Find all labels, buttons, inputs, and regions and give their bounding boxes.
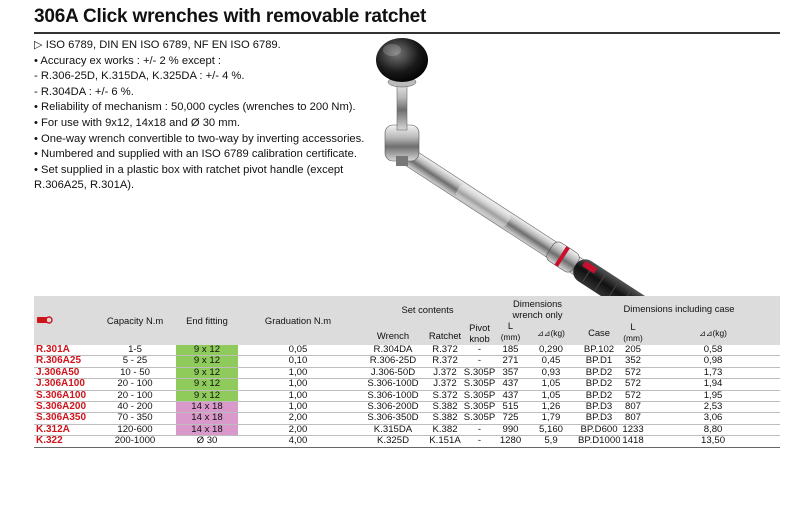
capacity-cell: 40 - 200 (94, 402, 176, 413)
graduation-cell: 2,00 (238, 424, 358, 435)
pivot-knob-cell: S.305P (463, 401, 496, 413)
length-label: L (507, 320, 514, 331)
case-length-cell: 352 (620, 356, 646, 367)
ref-cell: S.306A200 (34, 402, 94, 413)
pivot-knob-cell: - (462, 436, 497, 447)
case-cell: BP.D2 (578, 390, 620, 401)
case-length-cell: 1418 (620, 436, 646, 447)
case-weight-header (646, 320, 780, 345)
length-cell: 725 (497, 413, 524, 424)
graduation-cell: 1,00 (238, 402, 358, 413)
ref-column-header (34, 296, 94, 345)
ref-cell: R.306A25 (34, 356, 94, 367)
capacity-cell: 120-600 (94, 424, 176, 435)
torque-wrench-image (330, 30, 800, 320)
ratchet-cell: R.372 (428, 356, 462, 367)
weight-cell: 5,9 (524, 436, 578, 447)
wrench-cell: S.306-200D (358, 402, 428, 413)
length-cell: 357 (497, 367, 524, 378)
pivot-knob-cell: - (462, 356, 497, 367)
wrench-cell: S.306-100D (358, 379, 428, 390)
length-header (497, 320, 524, 345)
pivot-knob-header: Pivot knob (462, 320, 497, 345)
case-length-label: L (630, 321, 636, 332)
capacity-cell: 20 - 100 (94, 379, 176, 390)
case-weight-cell: 1,94 (646, 379, 780, 390)
capacity-header: Capacity N.m (94, 296, 176, 345)
case-weight-cell: 8,80 (646, 424, 780, 435)
case-cell: BP.D3 (578, 402, 620, 413)
length-cell: 437 (497, 379, 524, 390)
ref-cell: K.312A (34, 424, 94, 435)
case-weight-cell: 13,50 (646, 436, 780, 447)
case-length-cell: 807 (620, 402, 646, 413)
case-weight-cell: 2,53 (646, 402, 780, 413)
graduation-cell: 0,05 (238, 345, 358, 356)
table-row (34, 367, 780, 378)
feature-line: • Reliability of mechanism : 50,000 cycles (wrenches to 200 Nm). (34, 101, 356, 114)
capacity-cell: 20 - 100 (94, 390, 176, 401)
ref-cell: J.306A50 (34, 367, 94, 378)
graduation-cell: 0,10 (238, 356, 358, 367)
weight-cell: 1,05 (524, 379, 578, 390)
end-fitting-cell: 9 x 12 (176, 379, 238, 390)
pivot-knob-cell: S.305P (463, 378, 496, 390)
case-length-cell: 1233 (620, 424, 646, 435)
length-cell: 990 (497, 424, 524, 435)
case-cell: BP.D1 (578, 356, 620, 367)
feature-line: R.306A25, R.301A). (34, 179, 135, 192)
table-row (34, 436, 780, 447)
kg-unit: (kg) (550, 327, 565, 338)
case-header: Case (578, 320, 620, 345)
weight-cell: 1,26 (524, 402, 578, 413)
weight-cell: 1,05 (524, 390, 578, 401)
set-contents-header: Set contents (358, 296, 497, 320)
table-row (34, 413, 780, 424)
end-fitting-cell: 9 x 12 (176, 390, 238, 401)
length-cell: 271 (497, 356, 524, 367)
table-header-row (34, 296, 780, 320)
case-cell: BP.D1000 (578, 435, 621, 447)
case-length-cell: 572 (620, 390, 646, 401)
graduation-cell: 1,00 (238, 390, 358, 401)
case-cell: BP.D2 (578, 367, 620, 378)
length-cell: 1280 (497, 436, 524, 447)
weight-cell: 1,79 (524, 413, 578, 424)
pivot-knob-cell: - (462, 345, 497, 356)
ref-cell: S.306A350 (34, 413, 94, 424)
table-row (34, 424, 780, 435)
length-cell: 515 (497, 402, 524, 413)
ratchet-cell: R.372 (428, 345, 462, 356)
table-row (34, 379, 780, 390)
ref-cell: J.306A100 (34, 379, 94, 390)
feature-line: • Set supplied in a plastic box with ratchet pivot handle (except (34, 163, 344, 176)
mm-unit: (mm) (500, 332, 521, 342)
end-fitting-cell: 9 x 12 (176, 356, 238, 367)
length-cell: 185 (497, 345, 524, 356)
case-cell: BP.102 (578, 345, 620, 356)
end-fitting-cell: 9 x 12 (176, 345, 238, 356)
case-weight-cell: 1,95 (646, 390, 780, 401)
end-fitting-cell: 14 x 18 (176, 402, 238, 413)
ratchet-cell: S.382 (428, 402, 462, 413)
graduation-cell: 4,00 (238, 436, 358, 447)
table-row (34, 402, 780, 413)
weight-cell: 0,45 (524, 356, 578, 367)
graduation-cell: 1,00 (238, 379, 358, 390)
wrench-cell: R.306-25D (358, 356, 428, 367)
capacity-cell: 10 - 50 (94, 367, 176, 378)
pivot-knob-cell: S.305P (463, 412, 496, 424)
case-cell: BP.D3 (578, 413, 620, 424)
table-row (34, 390, 780, 401)
case-length-header (620, 320, 646, 345)
ratchet-cell: S.372 (428, 390, 462, 401)
case-weight-icon: ⊿⊿ (699, 328, 713, 338)
ratchet-cell: S.382 (428, 413, 462, 424)
weight-header (524, 320, 578, 345)
case-weight-cell: 3,06 (646, 413, 780, 424)
capacity-cell: 200-1000 (94, 436, 176, 447)
capacity-cell: 70 - 350 (94, 413, 176, 424)
case-weight-cell: 0,58 (646, 345, 780, 356)
graduation-cell: 2,00 (238, 413, 358, 424)
wrench-cell: R.304DA (358, 345, 428, 356)
feature-line: • One-way wrench convertible to two-way by inverting accessories. (34, 132, 365, 145)
graduation-header: Graduation N.m (238, 296, 358, 345)
feature-line: • For use with 9x12, 14x18 and Ø 30 mm. (34, 116, 241, 129)
feature-line: • Numbered and supplied with an ISO 6789 calibration certificate. (34, 148, 357, 161)
ratchet-cell: K.151A (429, 435, 461, 447)
table-row (34, 356, 780, 367)
dimensions-wrench-header: Dimensions wrench only (497, 296, 578, 320)
reference-logo-icon (37, 316, 53, 324)
ratchet-cell: J.372 (428, 379, 462, 390)
length-cell: 437 (497, 390, 524, 401)
wrench-cell: S.306-350D (358, 413, 428, 424)
pivot-knob-cell: S.305P (463, 390, 496, 401)
ref-cell: S.306A100 (34, 390, 94, 401)
wrench-cell: S.306-100D (358, 390, 428, 401)
end-fitting-cell: 9 x 12 (176, 367, 238, 378)
wrench-cell: K.315DA (358, 424, 428, 435)
weight-cell: 5,160 (524, 424, 578, 435)
feature-line: - R.306-25D, K.315DA, K.325DA : +/- 4 %. (34, 70, 245, 83)
feature-line: ▷ ISO 6789, DIN EN ISO 6789, NF EN ISO 6789. (34, 39, 281, 51)
ratchet-cell: J.372 (428, 367, 462, 378)
wrench-cell: K.325D (358, 436, 428, 447)
ratchet-header: Ratchet (428, 320, 462, 345)
wrench-header: Wrench (358, 320, 428, 345)
dimensions-case-header: Dimensions including case (578, 296, 780, 320)
end-fitting-cell: Ø 30 (176, 436, 238, 447)
capacity-cell: 5 - 25 (94, 356, 176, 367)
end-fitting-header: End fitting (176, 296, 238, 345)
weight-cell: 0,93 (524, 367, 578, 378)
page-title: 306A Click wrenches with removable ratchet (34, 6, 427, 27)
specifications-table (34, 296, 780, 448)
case-length-cell: 205 (620, 345, 646, 356)
case-length-cell: 807 (620, 413, 646, 424)
ratchet-cell: K.382 (428, 424, 462, 435)
case-kg-unit: (kg) (712, 327, 727, 338)
weight-icon: ⊿⊿ (537, 328, 551, 338)
table-row (34, 345, 780, 356)
case-cell: BP.D600 (578, 424, 620, 435)
case-cell: BP.D2 (578, 379, 620, 390)
weight-cell: 0,290 (524, 345, 578, 356)
case-mm-unit: (mm) (623, 333, 643, 343)
case-length-cell: 572 (620, 367, 646, 378)
pivot-knob-cell: - (462, 424, 497, 435)
feature-line: - R.304DA : +/- 6 %. (34, 85, 134, 98)
wrench-cell: J.306-50D (358, 367, 428, 378)
capacity-cell: 1-5 (94, 345, 176, 356)
end-fitting-cell: 14 x 18 (176, 413, 238, 424)
end-fitting-cell: 14 x 18 (176, 424, 238, 435)
feature-line: • Accuracy ex works : +/- 2 % except : (34, 54, 222, 67)
ref-cell: R.301A (34, 345, 94, 356)
ref-cell: K.322 (34, 436, 94, 447)
pivot-knob-cell: S.305P (463, 367, 496, 378)
case-weight-cell: 0,98 (646, 356, 780, 367)
case-weight-cell: 1,73 (646, 367, 780, 378)
case-length-cell: 572 (620, 379, 646, 390)
graduation-cell: 1,00 (238, 367, 358, 378)
